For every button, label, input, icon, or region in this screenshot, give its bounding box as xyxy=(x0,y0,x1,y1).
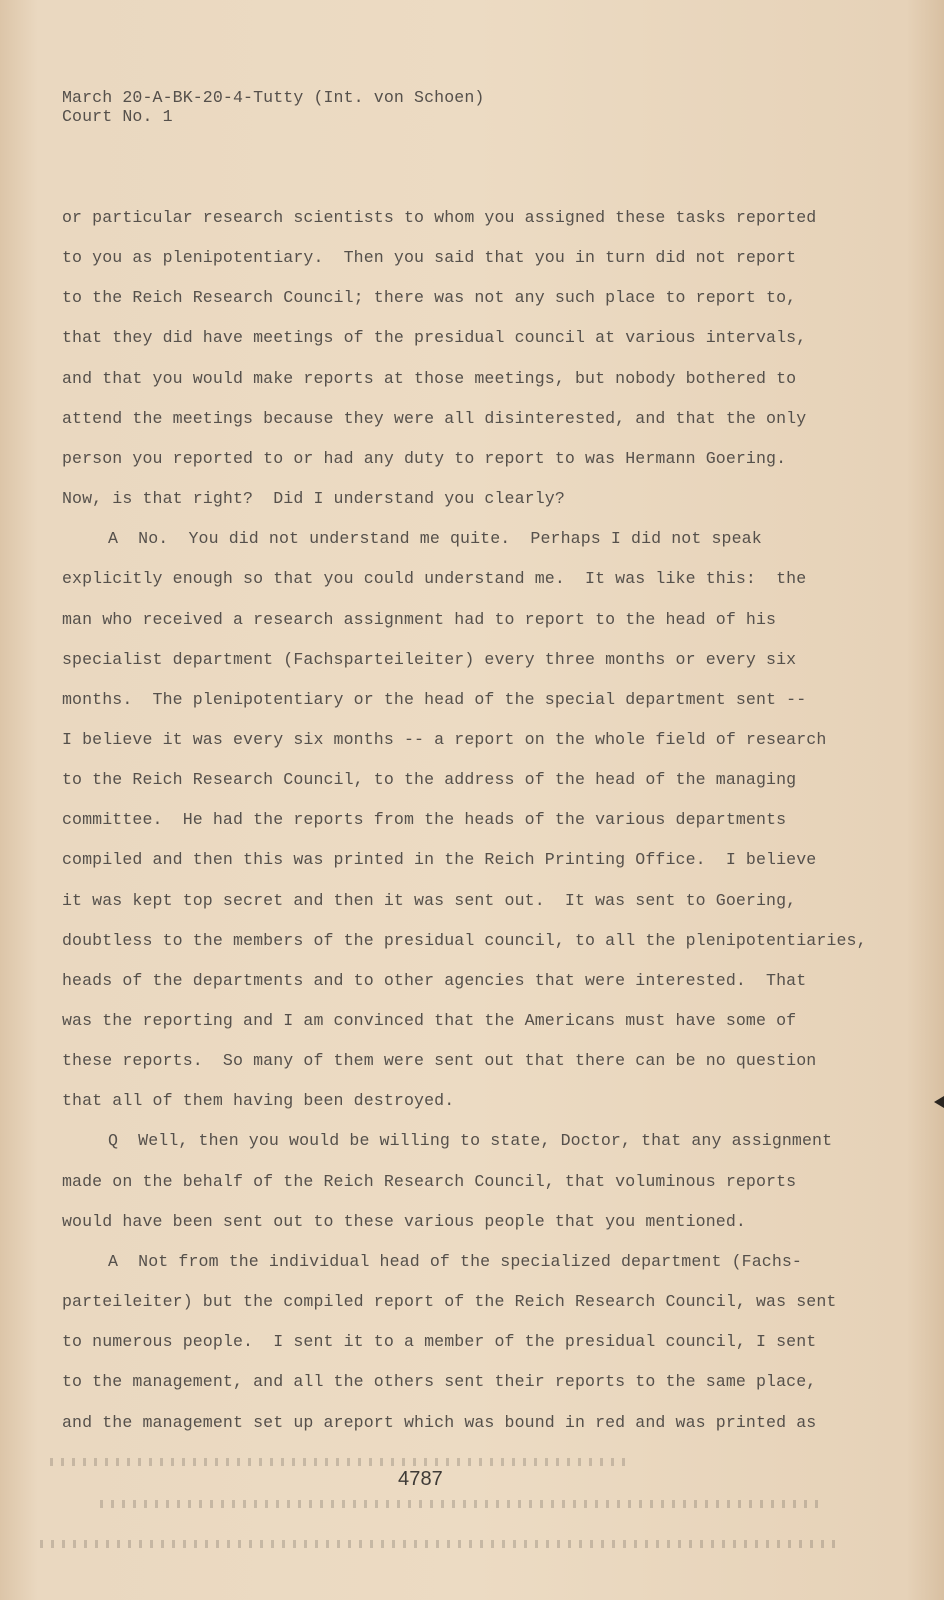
text-line: it was kept top secret and then it was sent out. It was sent to Goering, xyxy=(62,890,797,910)
text-line: or particular research scientists to whom you assigned these tasks reported xyxy=(62,208,817,227)
text-line: to the Reich Research Council, to the address of the head of the managing xyxy=(62,770,797,790)
document-header-line2: Court No. 1 xyxy=(62,107,173,126)
text-line: made on the behalf of the Reich Research Council, that voluminous reports xyxy=(62,1171,797,1191)
text-line: attend the meetings because they were all disinterested, and that the only xyxy=(62,408,807,428)
text-line: to numerous people. I sent it to a member of the presidual council, I sent xyxy=(62,1332,817,1352)
text-line: committee. He had the reports from the heads of the various departments xyxy=(62,810,787,830)
text-line: man who received a research assignment had to report to the head of his xyxy=(62,609,777,629)
text-line: and that you would make reports at those meetings, but nobody bothered to xyxy=(62,368,797,388)
text-line: specialist department (Fachsparteileiter) every three months or every six xyxy=(62,649,797,669)
text-line: was the reporting and I am convinced that the Americans must have some of xyxy=(62,1011,797,1030)
text-line: Q Well, then you would be willing to state, Doctor, that any assignment xyxy=(108,1131,833,1151)
page-number: 4787 xyxy=(398,1468,443,1490)
text-line: doubtless to the members of the presidual council, to all the plenipotentiaries, xyxy=(62,930,867,950)
document-header-line1: March 20-A-BK-20-4-Tutty (Int. von Schoen) xyxy=(62,88,485,107)
text-line: that all of them having been destroyed. xyxy=(62,1091,455,1111)
text-line: parteileiter) but the compiled report of the Reich Research Council, was sent xyxy=(62,1292,837,1312)
text-line: to the Reich Research Council; there was not any such place to report to, xyxy=(62,288,797,308)
text-line: A Not from the individual head of the specialized department (Fachs- xyxy=(108,1251,802,1271)
text-line: and the management set up areport which was bound in red and was printed as xyxy=(62,1412,817,1432)
text-line: that they did have meetings of the presidual council at various intervals, xyxy=(62,328,807,348)
text-line: heads of the departments and to other agencies that were interested. That xyxy=(62,970,807,990)
text-line: these reports. So many of them were sent out that there can be no question xyxy=(62,1051,817,1071)
text-line: Now, is that right? Did I understand you clearly? xyxy=(62,489,565,509)
text-line: person you reported to or had any duty to report to was Hermann Goering. xyxy=(62,448,787,468)
text-line: to you as plenipotentiary. Then you said that you in turn did not report xyxy=(62,248,797,268)
text-line: explicitly enough so that you could understand me. It was like this: the xyxy=(62,569,807,589)
text-line: A No. You did not understand me quite. Perhaps I did not speak xyxy=(108,529,762,549)
text-line: months. The plenipotentiary or the head of the special department sent -- xyxy=(62,689,807,709)
text-line: would have been sent out to these various people that you mentioned. xyxy=(62,1211,746,1231)
text-line: to the management, and all the others sent their reports to the same place, xyxy=(62,1372,817,1392)
page-edge-marker xyxy=(934,1096,944,1108)
text-line: I believe it was every six months -- a report on the whole field of research xyxy=(62,729,827,749)
text-line: compiled and then this was printed in the Reich Printing Office. I believe xyxy=(62,850,817,870)
